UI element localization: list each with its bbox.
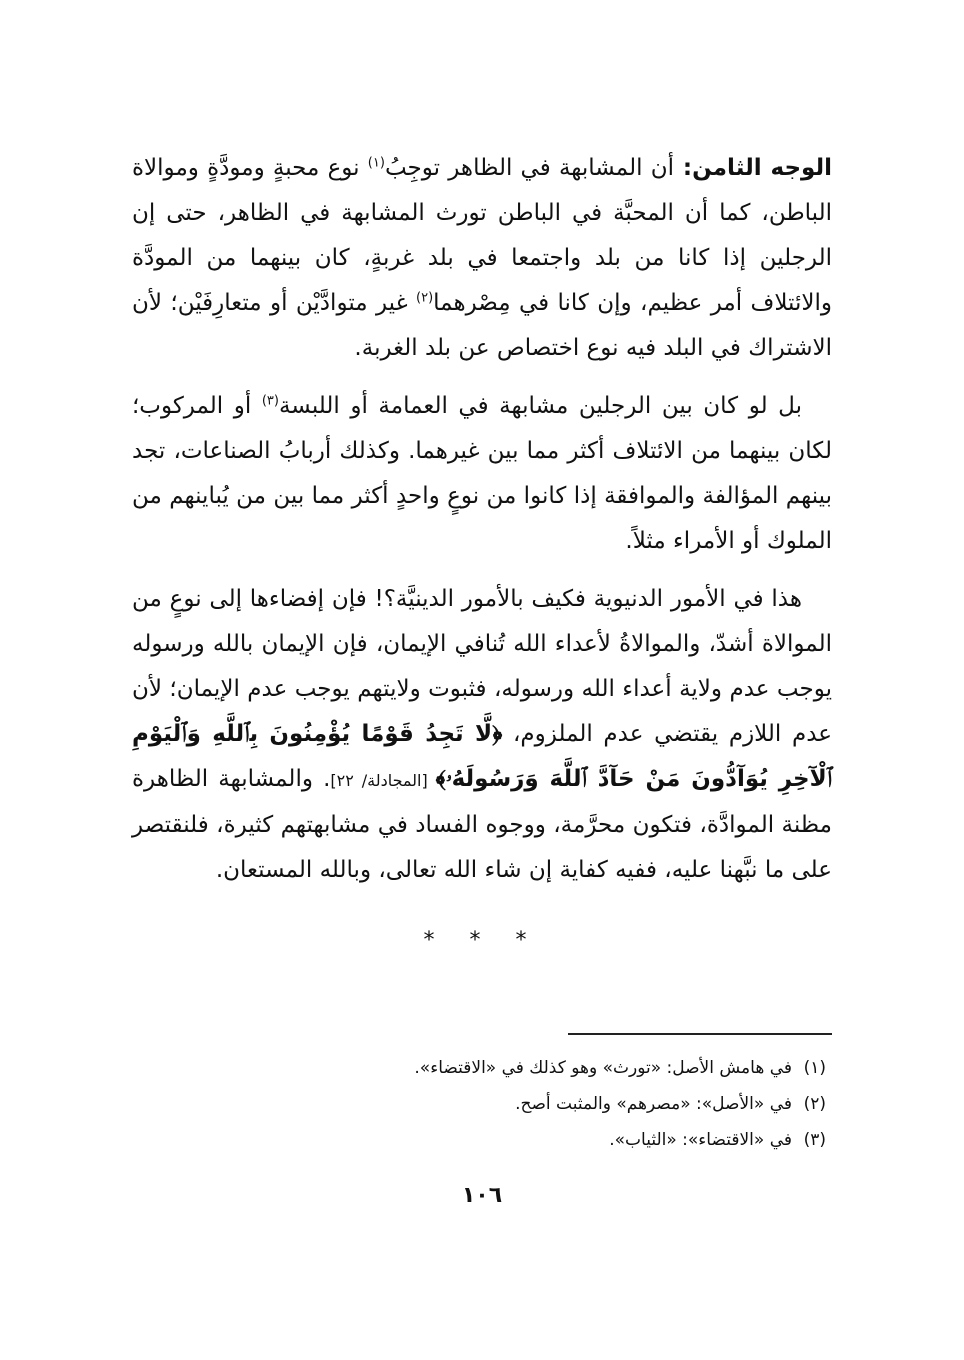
footnote-marker-1: (١) xyxy=(367,155,385,171)
paragraph-2 xyxy=(132,384,832,564)
footnote-text: في «الأصل»: «مصرهم» والمثبت أصح. xyxy=(515,1094,792,1114)
paragraph-3 xyxy=(132,577,832,893)
page-number: ١٠٦ xyxy=(461,1183,503,1208)
paragraph-text: . والمشابهة الظاهرة مظنة الموادَّة، فتكون محرَّمة، ووجوه الفساد في مشابهتهم كثيرة، فلنقتصر على ما نبَّهنا عليه، ففيه كفاية إن شاء الله تعالى، وبالله المستعان. xyxy=(132,766,832,883)
paragraph-text: نوع محبةٍ ومودَّةٍ وموالاة الباطن، كما أن المحبَّة في الباطن تورث المشابهة في الظاهر، حتى إن الرجلين إذا كانا من بلد واجتمعا في بلد غربةٍ، كان بينهما من المودَّة والائتلاف أمر عظيم، وإن كانا في مِصْرهما xyxy=(132,155,832,316)
footnote-1 xyxy=(186,1050,826,1086)
paragraph-text: هذا في الأمور الدنيوية فكيف بالأمور الدينيَّة؟! فإن إفضاءها إلى نوعٍ من الموالاة أشدّ، والموالاةُ لأعداء الله تُنافي الإيمان، فإن الإيمان بالله ورسوله يوجب عدم ولاية أعداء الله ورسوله، فثبوت ولايتهم يوجب عدم الإيمان؛ لأن عدم اللازم يقتضي عدم الملزوم، xyxy=(132,586,832,747)
section-heading: الوجه الثامن: xyxy=(674,155,832,181)
section-separator: * * * xyxy=(423,928,541,953)
paragraph-text: أن المشابهة في الظاهر توجِبُ xyxy=(384,155,674,181)
footnote-marker-3: (٣) xyxy=(261,393,279,409)
footnote-2 xyxy=(186,1086,826,1122)
footnote-3 xyxy=(186,1122,826,1158)
footnote-number: (٣) xyxy=(803,1130,826,1150)
footnote-text: في «الاقتضاء»: «الثياب». xyxy=(609,1130,792,1150)
footnote-text: في هامش الأصل: «تورث» وهو كذلك في «الاقتضاء». xyxy=(414,1058,792,1078)
footnotes xyxy=(186,1050,826,1158)
quran-verse: ﴿لَّا تَجِدُ قَوْمًا يُؤْمِنُونَ بِٱللَّهِ وَٱلْيَوْمِ ٱلْآخِرِ يُوَآدُّونَ مَنْ حَآدَّ ٱللَّهَ وَرَسُولَهُۥ﴾ xyxy=(132,721,832,792)
footnote-number: (١) xyxy=(803,1058,826,1078)
verse-reference: [المجادلة/ ٢٢] xyxy=(330,771,436,790)
footnote-marker-2: (٢) xyxy=(416,290,434,306)
paragraph-text: بل لو كان بين الرجلين مشابهة في العمامة أو اللبسة xyxy=(278,393,802,419)
footnote-divider xyxy=(568,1033,832,1035)
paragraph-text: غير متوادَّيْن أو متعارِفَيْن؛ لأن الاشتراك في البلد فيه نوع اختصاص عن بلد الغربة. xyxy=(132,290,832,361)
footnote-number: (٢) xyxy=(803,1094,826,1114)
main-text xyxy=(132,146,832,906)
paragraph-1 xyxy=(132,146,832,371)
paragraph-text: أو المركوب؛ لكان بينهما من الائتلاف أكثر مما بين غيرهما. وكذلك أربابُ الصناعات، تجد بينهم المؤالفة والموافقة إذا كانوا من نوعٍ واحدٍ أكثر مما بين من يُباينهم من الملوك أو الأمراء مثلاً. xyxy=(132,393,832,554)
